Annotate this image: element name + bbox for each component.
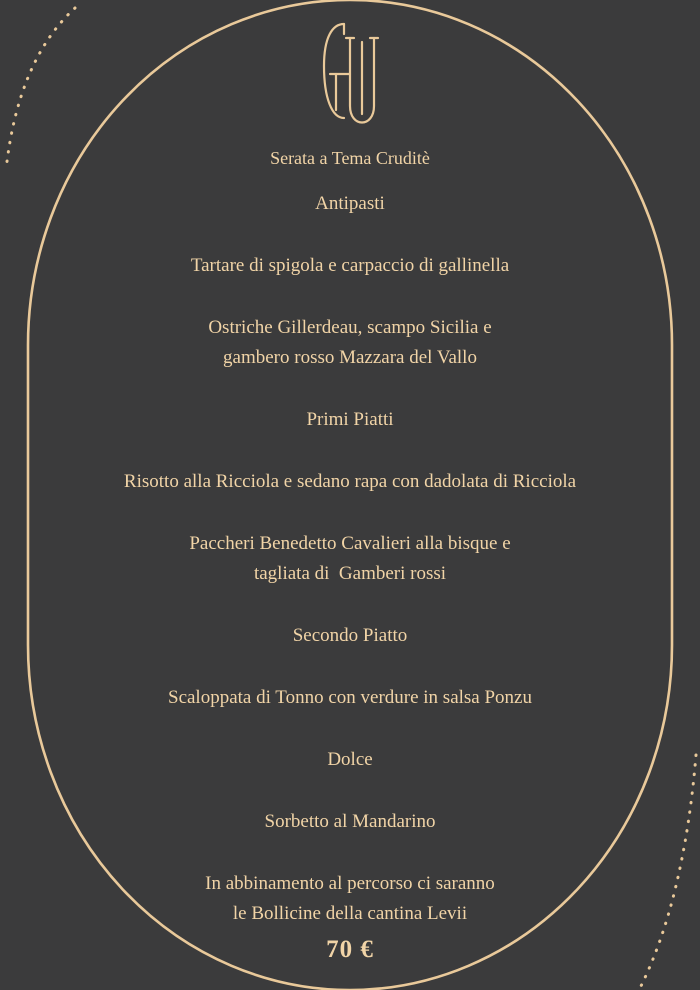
menu-subtitle: Serata a Tema Cruditè [270, 148, 430, 168]
dish-paccheri-line-1: Paccheri Benedetto Cavalieri alla bisque e [189, 533, 511, 554]
section-title-primi: Primi Piatti [306, 409, 394, 430]
section-title-dolce: Dolce [327, 749, 373, 770]
gu-monogram-icon [310, 18, 390, 138]
pairing-line-2: le Bollicine della cantina Levii [232, 903, 468, 924]
dish-ostriche-line-1: Ostriche Gillerdeau, scampo Sicilia e [208, 317, 492, 338]
dish-ostriche-line-2: gambero rosso Mazzara del Vallo [223, 347, 477, 368]
dish-paccheri-line-2: tagliata di Gamberi rossi [253, 563, 447, 584]
menu-price: 70 € [326, 936, 374, 963]
dish-tartare: Tartare di spigola e carpaccio di gallinella [190, 255, 510, 276]
section-title-secondo: Secondo Piatto [292, 625, 408, 646]
dish-scaloppata: Scaloppata di Tonno con verdure in salsa Ponzu [168, 687, 532, 708]
pairing-line-1: In abbinamento al percorso ci saranno [205, 873, 495, 894]
dish-risotto: Risotto alla Ricciola e sedano rapa con dadolata di Ricciola [123, 471, 577, 492]
section-title-antipasti: Antipasti [315, 193, 385, 214]
dish-sorbetto: Sorbetto al Mandarino [264, 811, 436, 832]
